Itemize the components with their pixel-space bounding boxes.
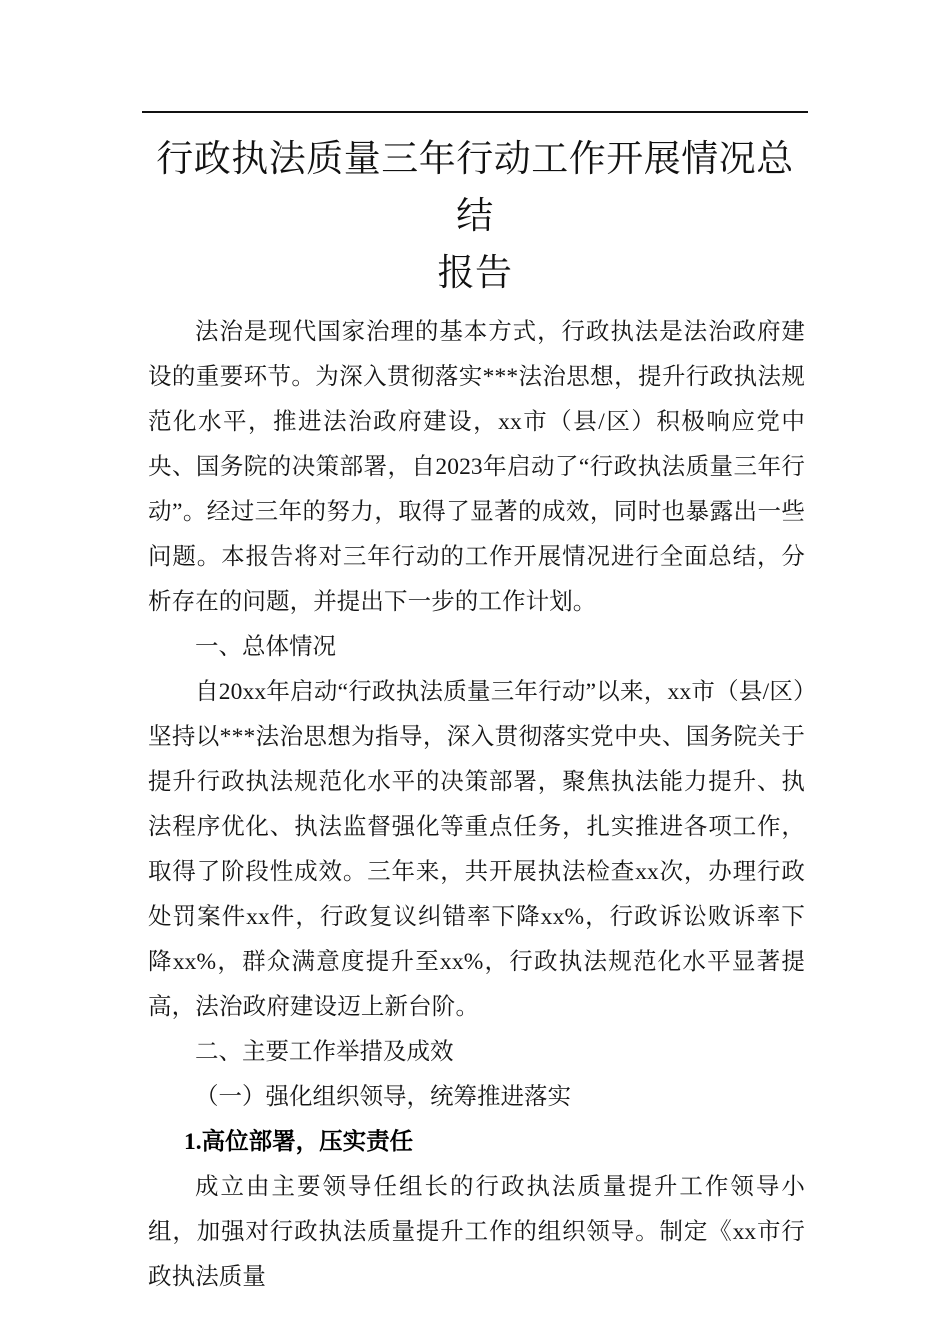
item-one-paragraph: 成立由主要领导任组长的行政执法质量提升工作领导小组，加强对行政执法质量提升工作的组织领导。制定《xx市行政执法质量 — [148, 1174, 805, 1290]
header-rule-divider — [142, 111, 808, 113]
page-title — [142, 131, 808, 302]
title-line-1: 行政执法质量三年行动工作开展情况总结 — [156, 139, 794, 237]
section-heading-overall-situation: 一、总体情况 — [195, 634, 336, 660]
item-heading-high-level-deployment: 1.高位部署，压实责任 — [184, 1129, 414, 1155]
section-heading-main-measures: 二、主要工作举措及成效 — [195, 1039, 454, 1065]
title-line-2: 报告 — [437, 253, 513, 294]
section-one-paragraph: 自20xx年启动“行政执法质量三年行动”以来，xx市（县/区）坚持以***法治思想为指导，深入贯彻落实党中央、国务院关于提升行政执法规范化水平的决策部署，聚焦执法能力提升、执法程序优化、执法监督强化等重点任务，扎实推进各项工作，取得了阶段性成效。三年来，共开展执法检查xx次，办理行政处罚案件xx件，行政复议纠错率下降xx%，行政诉讼败诉率下降xx%，群众满意度提升至xx%，行政执法规范化水平显著提高，法治政府建设迈上新台阶。 — [148, 679, 805, 1020]
page-content — [142, 0, 808, 1300]
intro-paragraph: 法治是现代国家治理的基本方式，行政执法是法治政府建设的重要环节。为深入贯彻落实***法治思想，提升行政执法规范化水平，推进法治政府建设，xx市（县/区）积极响应党中央、国务院的决策部署，自2023年启动了“行政执法质量三年行动”。经过三年的努力，取得了显著的成效，同时也暴露出一些问题。本报告将对三年行动的工作开展情况进行全面总结，分析存在的问题，并提出下一步的工作计划。 — [148, 319, 805, 615]
subsection-heading-strengthen-leadership: （一）强化组织领导，统筹推进落实 — [195, 1084, 571, 1110]
document-body — [148, 310, 805, 1300]
